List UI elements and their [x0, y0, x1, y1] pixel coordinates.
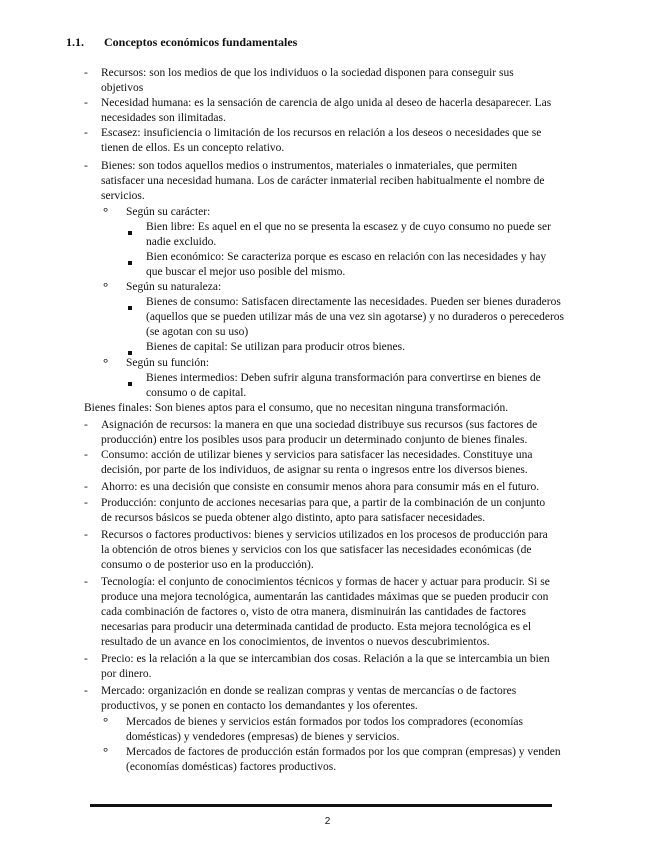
text-line: Bienes de consumo: Satisfacen directamente las necesidades. Pueden ser bienes duraderos	[146, 296, 561, 308]
text-line: Mercado: organización en donde se realizan compras y ventas de mercancías o de factores	[101, 685, 517, 697]
text-line: Bienes intermedios: Deben sufrir alguna transformación para convertirse en bienes de	[146, 372, 541, 384]
dash-bullet-icon: -	[84, 160, 88, 172]
text-line: productivos, y se ponen en contacto los demandantes y los oferentes.	[101, 700, 418, 712]
text-line: servicios.	[101, 190, 145, 202]
dash-bullet-icon: -	[84, 481, 88, 493]
text-line: resultado de un avance en los conocimientos, de inventos o nuevos descubrimientos.	[101, 636, 490, 648]
degree-bullet-icon: °	[103, 279, 109, 294]
section-title: Conceptos económicos fundamentales	[104, 35, 298, 49]
dash-bullet-icon: -	[84, 529, 88, 541]
text-line: domésticas) y vendedores (empresas) de bienes y servicios.	[126, 731, 400, 743]
text-line: Bienes finales: Son bienes aptos para el consumo, que no necesitan ninguna transformación.	[84, 402, 509, 414]
text-line: Consumo: acción de utilizar bienes y servicios para satisfacer las necesidades. Constituye una	[101, 449, 533, 461]
square-bullet-icon	[128, 255, 132, 270]
square-bullet-icon	[128, 300, 132, 315]
text-line: satisfacer una necesidad humana. Los de carácter inmaterial reciben habitualmente el nombre de	[101, 175, 545, 187]
text-line: Mercados de bienes y servicios están formados por todos los compradores (economías	[126, 716, 523, 728]
text-line: (aquellos que se pueden utilizar más de una vez sin agotarse) y no duraderos o perecederos	[146, 311, 564, 323]
dash-bullet-icon: -	[84, 497, 88, 509]
text-line: (economías domésticas) factores productivos.	[126, 761, 337, 773]
dash-bullet-icon: -	[84, 653, 88, 665]
text-line: por dinero.	[101, 668, 152, 680]
text-line: Producción: conjunto de acciones necesarias para que, a partir de la combinación de un conjunto	[101, 497, 546, 509]
dash-bullet-icon: -	[84, 685, 88, 697]
degree-bullet-icon: °	[103, 714, 109, 729]
text-line: produce una mejora tecnológica, aumentarán las cantidades máximas que se pueden producir con	[101, 591, 549, 603]
text-line: de recursos básicos se pueda obtener algo distinto, apto para satisfacer necesidades.	[101, 512, 486, 524]
text-line: Escasez: insuficiencia o limitación de los recursos en relación a los deseos o necesidades que se	[101, 127, 542, 139]
text-line: Bienes de capital: Se utilizan para producir otros bienes.	[146, 341, 405, 353]
dash-bullet-icon: -	[84, 67, 88, 79]
text-line: necesidades son ilimitadas.	[101, 112, 226, 124]
degree-bullet-icon: °	[103, 204, 109, 219]
square-bullet-icon	[128, 376, 132, 391]
degree-bullet-icon: °	[103, 744, 109, 759]
text-line: que buscar el mejor uso posible del mismo.	[146, 266, 346, 278]
text-line: Tecnología: el conjunto de conocimientos técnicos y formas de hacer y actuar para producir. Si se	[101, 576, 550, 588]
text-line: Asignación de recursos: la manera en que una sociedad distribuye sus recursos (sus factores de	[101, 419, 538, 431]
text-line: decisión, por parte de los individuos, de asignar su renta o ingresos entre los diversos bienes.	[101, 464, 528, 476]
dash-bullet-icon: -	[84, 97, 88, 109]
page-number: 2	[324, 816, 331, 827]
dash-bullet-icon: -	[84, 419, 88, 431]
text-line: Bien económico: Se caracteriza porque es escaso en relación con las necesidades y hay	[146, 251, 547, 263]
text-line: Recursos: son los medios de que los individuos o la sociedad disponen para conseguir sus	[101, 67, 514, 79]
text-line: Ahorro: es una decisión que consiste en consumir menos ahora para consumir más en el futuro.	[101, 481, 540, 493]
text-line: producción) entre los posibles usos para producir un determinado conjunto de bienes finales.	[101, 434, 528, 446]
section-heading	[66, 35, 297, 50]
degree-bullet-icon: °	[103, 355, 109, 370]
text-line: Mercados de factores de producción están formados por los que compran (empresas) y venden	[126, 746, 561, 758]
text-line: cada combinación de factores o, visto de otra manera, disminuirán las cantidades de factores	[101, 606, 527, 618]
dash-bullet-icon: -	[84, 576, 88, 588]
text-line: Según su naturaleza:	[126, 281, 222, 293]
text-line: Recursos o factores productivos: bienes y servicios utilizados en los procesos de producción para	[101, 529, 548, 541]
text-line: (se agotan con su uso)	[146, 326, 249, 338]
text-line: consumo o de capital.	[146, 387, 247, 399]
square-bullet-icon	[128, 225, 132, 240]
dash-bullet-icon: -	[84, 449, 88, 461]
text-line: Bienes: son todos aquellos medios o instrumentos, materiales o inmateriales, que permiten	[101, 160, 518, 172]
text-line: tienen de ellos. Es un concepto relativo.	[101, 142, 285, 154]
dash-bullet-icon: -	[84, 127, 88, 139]
text-line: necesarias para producir una determinada cantidad de producto. Esta mejora tecnológica es el	[101, 621, 532, 633]
text-line: Según su función:	[126, 357, 210, 369]
text-line: la obtención de otros bienes y servicios con los que satisfacer las necesidades económicas (de	[101, 544, 532, 556]
text-line: objetivos	[101, 82, 144, 94]
section-number: 1.1.	[66, 35, 84, 49]
text-line: Bien libre: Es aquel en el que no se presenta la escasez y de cuyo consumo no puede ser	[146, 221, 551, 233]
footer-rule	[90, 804, 552, 807]
text-line: Necesidad humana: es la sensación de carencia de algo unida al deseo de hacerla desaparecer. Las	[101, 97, 552, 109]
text-line: consumo o de posterior uso en la producción).	[101, 559, 314, 571]
text-line: Precio: es la relación a la que se intercambian dos cosas. Relación a la que se intercambia un bien	[101, 653, 550, 665]
text-line: nadie excluido.	[146, 236, 217, 248]
text-line: Según su carácter:	[126, 206, 211, 218]
